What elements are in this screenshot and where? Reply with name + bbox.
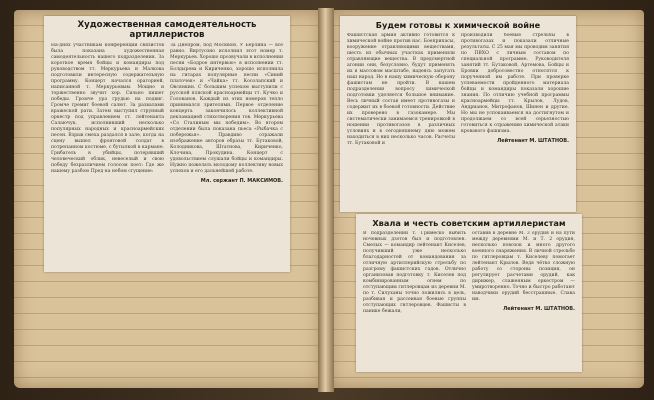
- clipping-column: [461, 33, 569, 147]
- clipping-signature: Лейтенант М. ШТАТНОВ.: [497, 138, 569, 144]
- clipping-text: На-днях участникам конференции связистов была показана художественная самодеятельность нашего подразделения. За короткое время бойцы и командиры под руководством тт. Меркурьева и Малкова подготовили интересную содержательную программу. Концерт начался ораторией, написанной т. Меркурьевым. Мощно и торжественно звучит хор. Сильно пишет победы. Громче ура грудью на подвиг. Громче гремит боевой салют. За развалами вражеской рати. Затем выступил струнный оркестр под управлением ст. лейтенанта Салаючук, исполнивший несколько популярных народных и красноармейских песен. Взрыв смеха раздался в зале, когда на сцену вышел фронтовой солдат в потрепанном костюме, с бутылкой в кармане. Грибатель в убийцы, потерявший человеческий облик, невеселый и свою победу безразличием голосом поет: Где же нашему разбою Пред на небом сгущение:: [51, 43, 164, 174]
- book-spine: [318, 8, 334, 392]
- clipping-column: [170, 43, 283, 184]
- clipping-text: В подразделении т. Гримеско выбить ночевных дзотов был и подготовлен. Смелых — командир лейтенант Киселев, получивший уже несколько благодарностей от командования за отличную артиллерийскую стрельбу по разгрому фашистских гадов. Отлично организовав подготовку т. Киселев под комбинированным огнем по отступающим гитлеровцам из деревни М. по т. Силуханы точно ложились в цель, разбивая и рассеивая боевые группы отступающих гитлеровцев. Фашисты в панике бежали,: [363, 231, 466, 314]
- clipping-text: За Днепром, под Москвою, У Берлина — все равно. Виртуозно исполнил этот номер т. Меркурьев. Хорошо прозвучали в исполнении песни «Бодрое интервью» в исполнении тт. Болдырева и Кириченко, хорошо исполнила на гитарах популярные песни «Синий платочек» и «Чайка» тт. Косолапский и Овсянкин. С большим успехом выступили с русской пляской красноармейцы тт. Кучко и Голованов. Каждый из этих номеров тепло принимался зрителями. Первое отделение концерта закончилось коллективной декламацией стихотворения тов. Меркурьева «Со Сталиным мы победим». Во втором отделении была показана пьеса «Рыбачка с побережья». Правдиво отражали изображение авторов образы тт. Бутаковой, Колодникова, Штатнова, Кириченко, Клочина, Прокудина. Концерт с удовольствием слушали бойцы и командиры. Нужно пожелать молодому коллективу новых успехов и его дальнейшей работе.: [170, 43, 283, 174]
- clipping-column: [363, 231, 466, 315]
- clipping-title: Хвала и честь советским артиллеристам: [372, 218, 566, 228]
- clipping-title: Художественная самодеятельность артиллеристов: [77, 20, 257, 40]
- clipping-chemical-war: [340, 16, 576, 212]
- clipping-text: производили боевые стрельбы в противогазах и показали отличные результаты. С 25 мая мы проводим занятия по ПВХО с личным составом по специальной программе. Руководителя занятий тт. Бутаковой, Артемова, Бойцы и Бровки добросовестно относятся к порученной им работе. При проверке успеваемости пройденного материала бойцы и командиры показали хорошие знания. По отличию учебной программы красноармейцы тт. Крылов, Лудов, Андрианов, Митрофанов, Шинен и другие. Но мы не успокаиваемся на достигнутом и продолжаем со всей серьезностью готовиться к отражению химической атаки кровавого фашизма.: [461, 33, 569, 134]
- clipping-column: [51, 43, 164, 184]
- clipping-artillery-glory: [356, 214, 582, 372]
- clipping-column: [472, 231, 575, 315]
- clipping-text: Фашистская армия активно готовится к химической войне против нас. Боеприпасы, вооружение отравляющими веществами, шесть из обычных участках применили отравляющие вещества. В предсмертной агонии они, безусловно, будут применять их в массовом масштабе, надеясь запугать наш народ. Но в нашу химическую оборону фашистам не пройти. В нашем подразделении вопросу химической подготовки уделяется большое внимание. Весь личный состав имеет противогазы и содержит их в боевой готовности. Действие их проверено в газокамере. Мы систематически занимаемся тренировкой в ношении противогазов в различных условиях и в сегодняшнему дню можем находиться в них несколько часов. Расчеты тт. Бутаковой и: [347, 33, 455, 146]
- clipping-title: Будем готовы к химической войне: [375, 20, 541, 30]
- clipping-signature: Мл. сержант П. МАКСИМОВ.: [200, 178, 283, 184]
- clipping-signature: Лейтенант М. ШТАТНОВ.: [503, 306, 575, 312]
- clipping-amateur-art: [44, 16, 290, 272]
- clipping-text: оставив в деревне М. 3 орудия и на пути между деревнями М. и Т. 2 орудия, несколько повозок и много другого военного снаряжения. В личной стрельбе по гитлеровцам т. Киселеву помогает лейтенант Крылов. Ведя чётко сложную работу со стороны позиции, он регулирует расчетами орудий, как дирижер, слаженным оркестром — умиротворенно. Точно и быстро работают наводчики орудий бесстрашные. Слава им.: [472, 231, 575, 302]
- clipping-column: [347, 33, 455, 147]
